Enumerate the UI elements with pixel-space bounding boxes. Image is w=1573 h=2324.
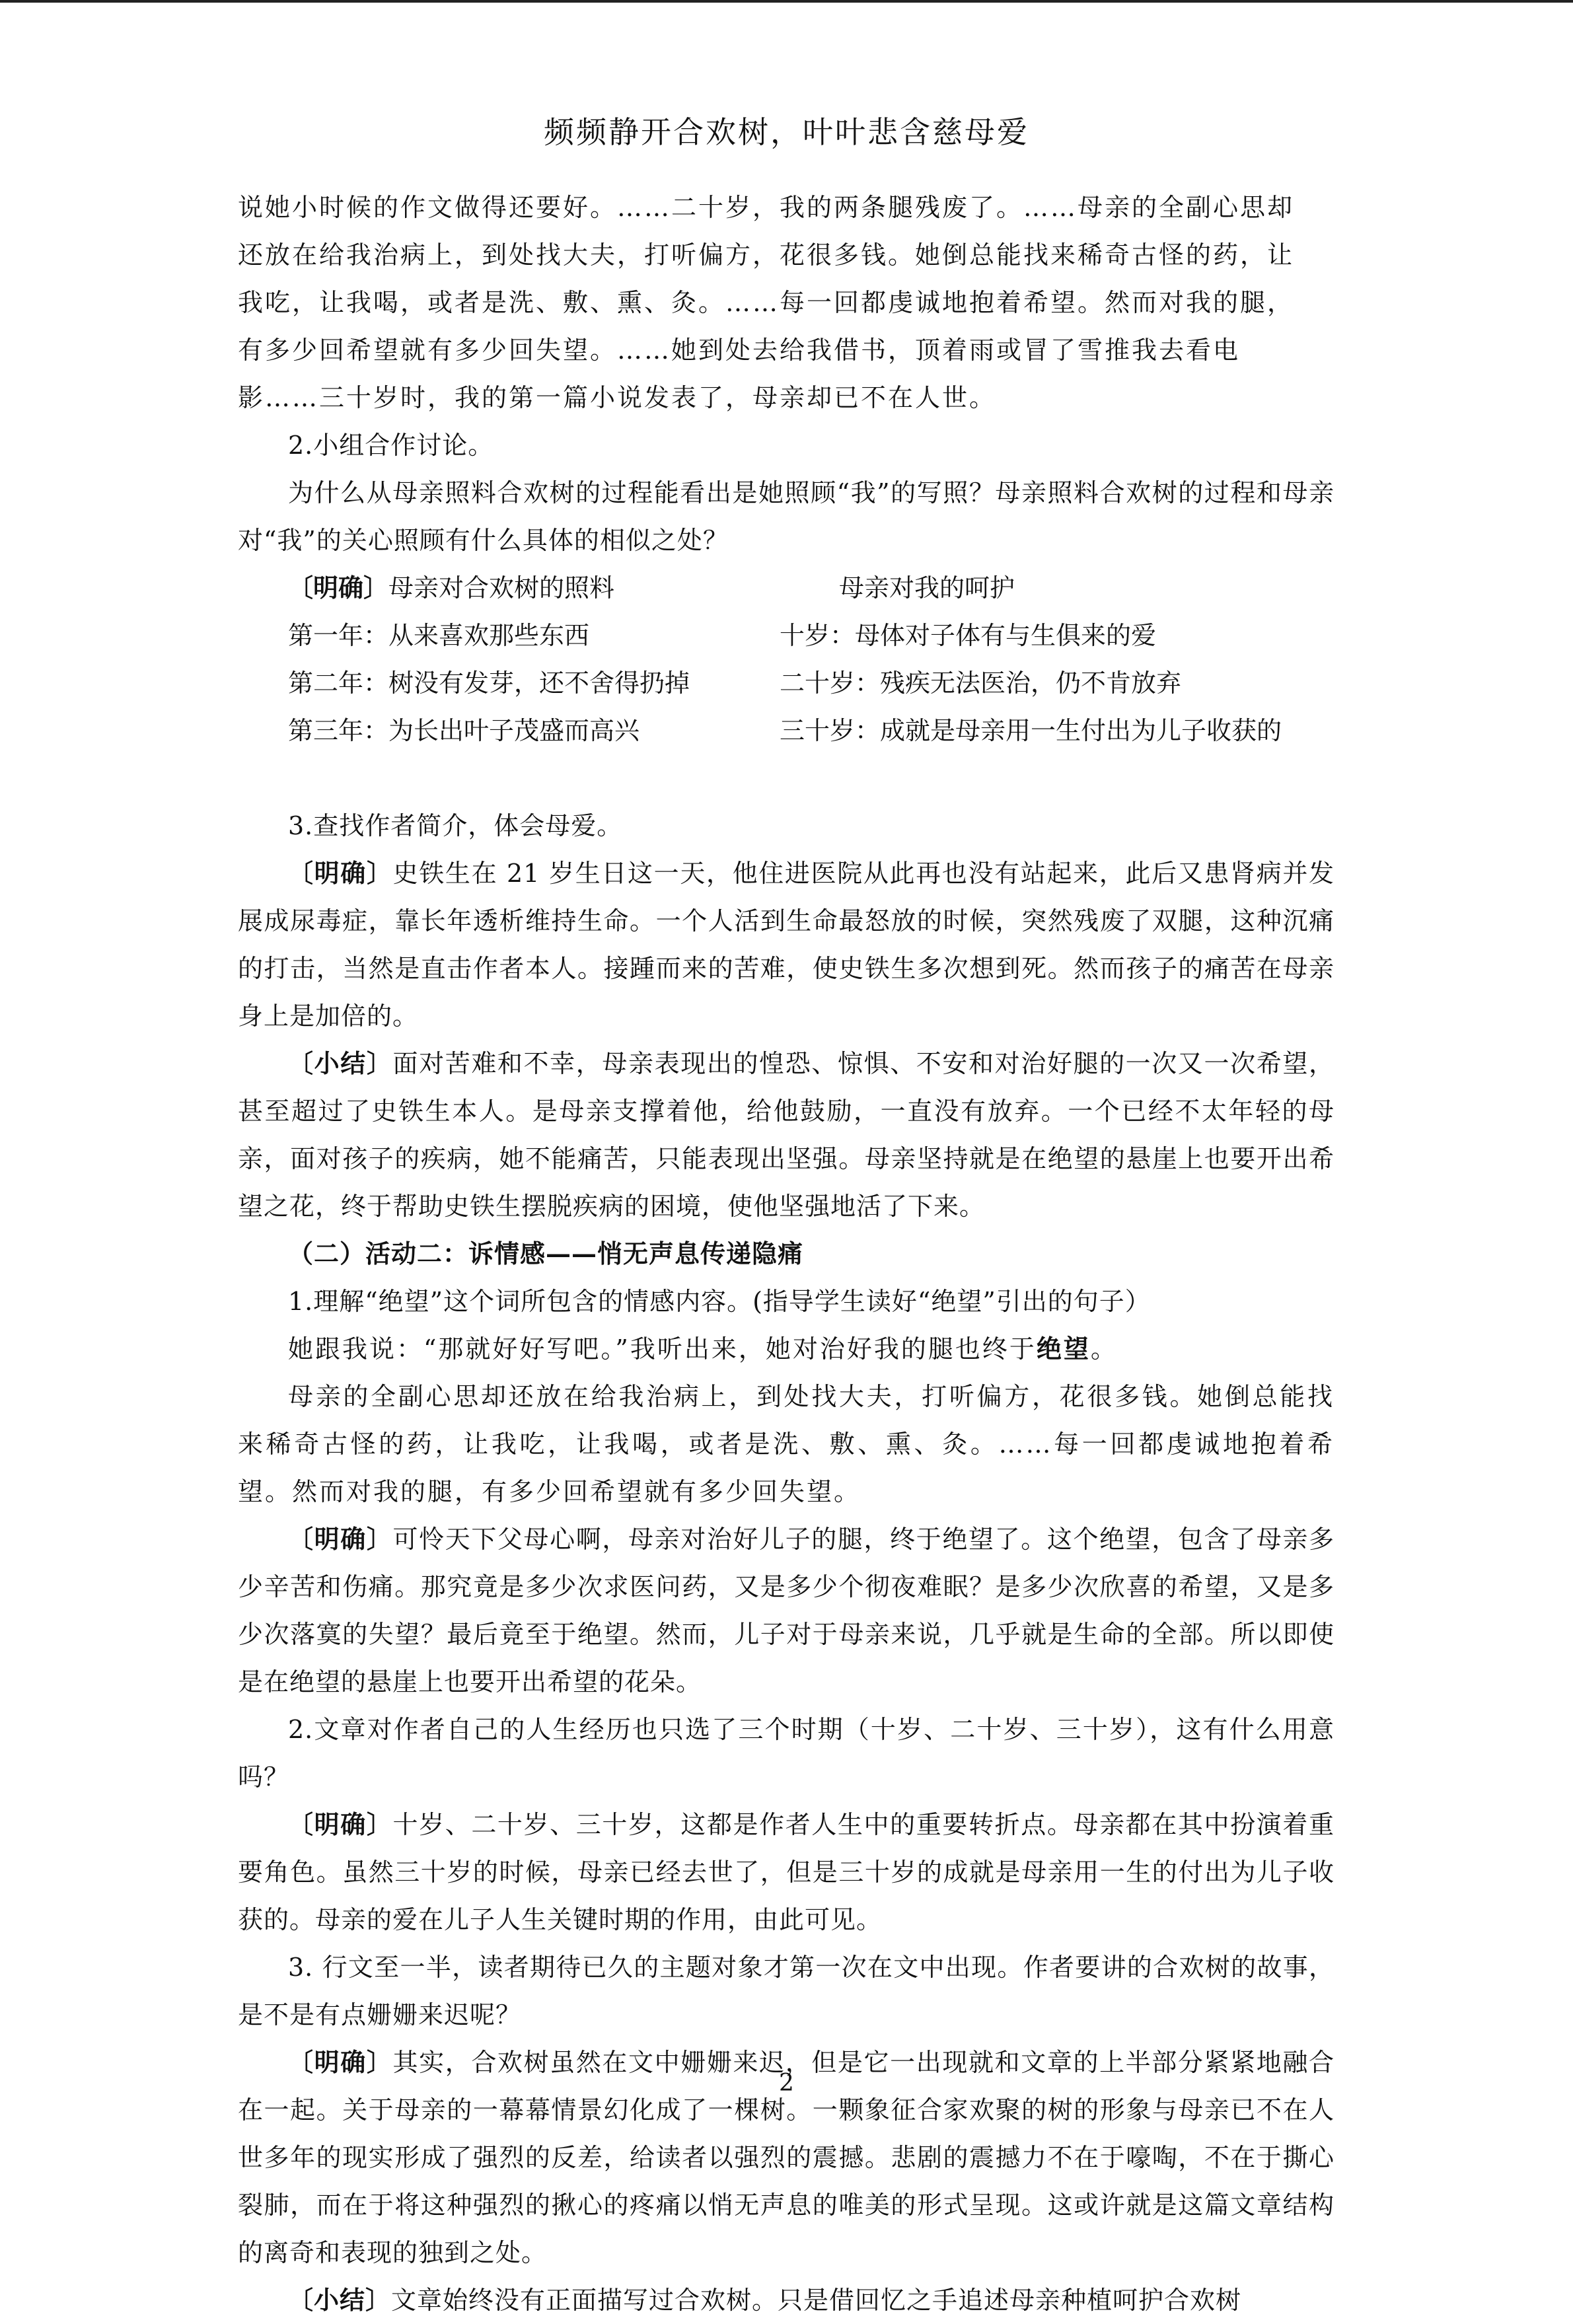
comparison-left-cell: 第二年：树没有发芽，还不舍得扔掉: [288, 669, 690, 698]
conclusion-tag: 〔明确〕: [288, 573, 389, 602]
page-number: 2: [779, 2070, 794, 2097]
quote-line: 有多少回希望就有多少回失望。……她到处去给我借书，顶着雨或冒了雪推我去看电: [238, 336, 1241, 365]
activity-2-heading: （二）活动二：诉情感——悄无声息传递隐痛: [288, 1239, 804, 1268]
activity-2-item-3-paragraph: 〔明确〕其实，合欢树虽然在文中姗姗来迟，但是它一出现就和文章的上半部分紧紧地融合在一起。关于母亲的一幕幕情景幻化成了一棵树。一颗象征合家欢聚的树的形象与母亲已不在人世多年的现实形成了强烈的反差，给读者以强烈的震撼。悲剧的震撼力不在于嚎啕，不在于撕心裂肺，而在于将这种强烈的揪心的疼痛以悄无声息的唯美的形式呈现。这或许就是这篇文章结构的离奇和表现的独到之处。: [238, 2047, 1335, 2267]
comparison-row: [238, 659, 1335, 707]
page-body: [238, 184, 1335, 2324]
activity-2-quote: 母亲的全副心思却还放在给我治病上，到处找大夫，打听偏方，花很多钱。她倒总能找来稀奇古怪的药，让我吃，让我喝，或者是洗、敷、熏、灸。……每一回都虔诚地抱着希望。然而对我的腿，有多少回希望就有多少回失望。: [238, 1382, 1335, 1506]
running-header: 频频静开合欢树，叶叶悲含慈母爱: [544, 114, 1029, 150]
section-2-title: 2.小组合作讨论。: [288, 431, 494, 460]
comparison-right-cell: 三十岁：成就是母亲用一生付出为儿子收获的: [780, 716, 1282, 745]
conclusion-tag: 〔明确〕: [288, 858, 393, 888]
quote-line: 影……三十岁时，我的第一篇小说发表了，母亲却已不在人世。: [238, 383, 997, 412]
activity-2-item-1-title: 1.理解“绝望”这个词所包含的情感内容。(指导学生读好“绝望”引出的句子）: [288, 1287, 1151, 1316]
comparison-right-cell: 十岁：母体对子体有与生俱来的爱: [780, 621, 1157, 650]
section-3-paragraph: 〔明确〕史铁生在 21 岁生日这一天，他住进医院从此再也没有站起来，此后又患肾病并发展成尿毒症，靠长年透析维持生命。一个人活到生命最怒放的时候，突然残废了双腿，这种沉痛的打击，当然是直击作者本人。接踵而来的苦难，使史铁生多次想到死。然而孩子的痛苦在母亲身上是加倍的。: [238, 858, 1335, 1031]
comparison-right-cell: 二十岁：残疾无法医治，仍不肯放弃: [780, 669, 1182, 698]
activity-2-item-3-title: 3. 行文至一半，读者期待已久的主题对象才第一次在文中出现。作者要讲的合欢树的故事，是不是有点姗姗来迟呢？: [238, 1953, 1335, 2029]
emphasis-word: 绝望: [1036, 1334, 1091, 1363]
conclusion-tag: 〔明确〕: [288, 2047, 393, 2077]
summary-paragraph: 〔小结〕文章始终没有正面描写过合欢树。只是借回忆之手追述母亲种植呵护合欢树: [288, 2285, 1242, 2315]
quote-line: 说她小时候的作文做得还要好。……二十岁，我的两条腿残废了。……母亲的全副心思却: [238, 193, 1295, 222]
comparison-table: [238, 564, 1335, 802]
section-2-question: 为什么从母亲照料合欢树的过程能看出是她照顾“我”的写照？母亲照料合欢树的过程和母亲对“我”的关心照顾有什么具体的相似之处？: [238, 478, 1335, 555]
section-3-title: 3.查找作者简介，体会母爱。: [288, 811, 623, 840]
comparison-row: [238, 707, 1335, 754]
conclusion-tag: 〔明确〕: [288, 1524, 393, 1554]
comparison-left-cell: 第三年：为长出叶子茂盛而高兴: [288, 716, 640, 745]
activity-2-item-2-paragraph: 〔明确〕十岁、二十岁、三十岁，这都是作者人生中的重要转折点。母亲都在其中扮演着重要角色。虽然三十岁的时候，母亲已经去世了，但是三十岁的成就是母亲用一生的付出为儿子收获的。母亲的爱在儿子人生关键时期的作用，由此可见。: [238, 1809, 1335, 1934]
activity-2-quote: 她跟我说：“那就好好写吧。”我听出来，她对治好我的腿也终于绝望。: [288, 1334, 1118, 1363]
conclusion-tag: 〔明确〕: [288, 1809, 393, 1839]
activity-2-item-1-paragraph: 〔明确〕可怜天下父母心啊，母亲对治好儿子的腿，终于绝望了。这个绝望，包含了母亲多少辛苦和伤痛。那究竟是多少次求医问药，又是多少个彻夜难眠？是多少次欣喜的希望，又是多少次落寞的失望？最后竟至于绝望。然而，儿子对于母亲来说，几乎就是生命的全部。所以即使是在绝望的悬崖上也要开出希望的花朵。: [238, 1524, 1335, 1696]
comparison-header-row: [238, 564, 1335, 612]
header-rule: [0, 0, 1573, 3]
comparison-row: [238, 612, 1335, 659]
comparison-left-cell: 第一年：从来喜欢那些东西: [288, 621, 590, 650]
quote-line: 还放在给我治病上，到处找大夫，打听偏方，花很多钱。她倒总能找来稀奇古怪的药，让: [238, 240, 1295, 270]
quote-line: 我吃，让我喝，或者是洗、敷、熏、灸。……每一回都虔诚地抱着希望。然而对我的腿，: [238, 288, 1295, 317]
right-column-header: 母亲对我的呵护: [839, 573, 1015, 602]
summary-tag: 〔小结〕: [288, 2285, 392, 2315]
summary-tag: 〔小结〕: [288, 1048, 393, 1078]
summary-paragraph: 〔小结〕面对苦难和不幸，母亲表现出的惶恐、惊惧、不安和对治好腿的一次又一次希望，甚至超过了史铁生本人。是母亲支撑着他，给他鼓励，一直没有放弃。一个已经不太年轻的母亲，面对孩子的疾病，她不能痛苦，只能表现出坚强。母亲坚持就是在绝望的悬崖上也要开出希望之花，终于帮助史铁生摆脱疾病的困境，使他坚强地活了下来。: [238, 1048, 1335, 1221]
activity-2-item-2-title: 2.文章对作者自己的人生经历也只选了三个时期（十岁、二十岁、三十岁），这有什么用意吗？: [238, 1715, 1335, 1792]
left-column-header: 母亲对合欢树的照料: [388, 573, 615, 602]
